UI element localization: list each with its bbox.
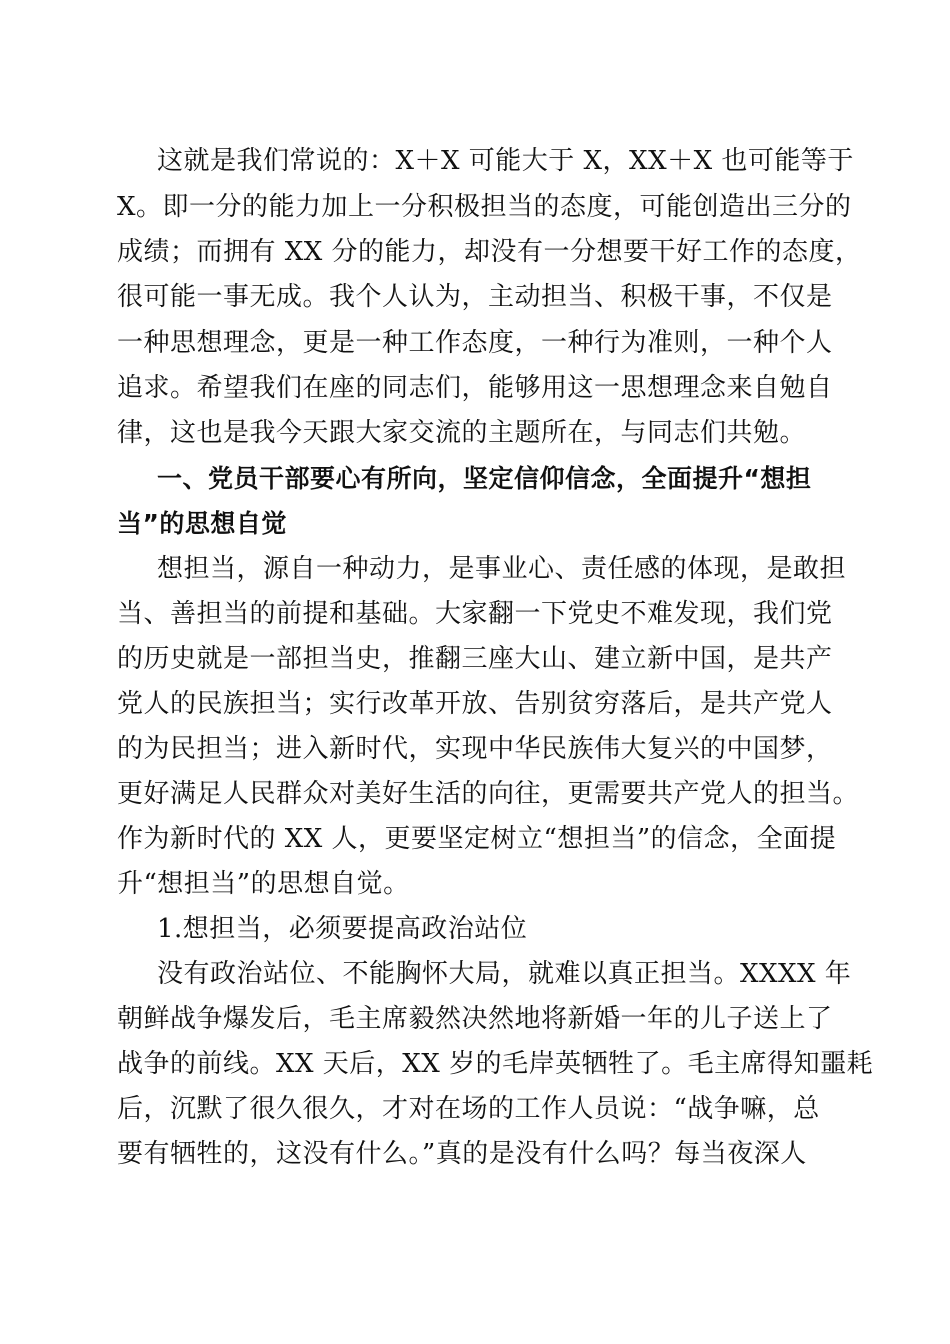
para1-line-5: 的为民担当；进入新时代，实现中华民族伟大复兴的中国梦， [117, 734, 833, 764]
para2-line-4: 后，沉默了很久很久，才对在场的工作人员说：“战争嘛，总 [117, 1094, 820, 1124]
para1-line-8: 升“想担当”的思想自觉。 [117, 869, 410, 899]
para2-line-1: 没有政治站位、不能胸怀大局，就难以真正担当。XXXX 年 [157, 959, 852, 989]
intro-line-5: 一种思想理念，更是一种工作态度，一种行为准则，一种个人 [117, 328, 833, 358]
intro-line-3: 成绩；而拥有 XX 分的能力，却没有一分想要干好工作的态度， [117, 237, 862, 267]
subheading-1: 1.想担当，必须要提高政治站位 [157, 914, 528, 944]
intro-line-6: 追求。希望我们在座的同志们，能够用这一思想理念来自勉自 [117, 373, 833, 403]
para1-line-2: 当、善担当的前提和基础。大家翻一下党史不难发现，我们党 [117, 599, 833, 629]
section-heading-line-2: 当”的思想自觉 [117, 509, 287, 538]
section-heading-line-1: 一、党员干部要心有所向，坚定信仰信念，全面提升“想担 [157, 464, 812, 493]
para1-line-6: 更好满足人民群众对美好生活的向往，更需要共产党人的担当。 [117, 779, 860, 809]
para2-line-2: 朝鲜战争爆发后，毛主席毅然决然地将新婚一年的儿子送上了 [117, 1004, 833, 1034]
intro-line-2: X。即一分的能力加上一分积极担当的态度，可能创造出三分的 [117, 192, 852, 222]
intro-line-7: 律，这也是我今天跟大家交流的主题所在，与同志们共勉。 [117, 418, 807, 448]
para2-line-5: 要有牺牲的，这没有什么。”真的是没有什么吗？每当夜深人 [117, 1139, 807, 1169]
para2-line-3: 战争的前线。XX 天后，XX 岁的毛岸英牺牲了。毛主席得知噩耗 [117, 1049, 874, 1079]
intro-line-1: 这就是我们常说的：X＋X 可能大于 X，XX＋X 也可能等于 [157, 146, 854, 176]
para1-line-7: 作为新时代的 XX 人，更要坚定树立“想担当”的信念，全面提 [117, 824, 837, 854]
para1-line-3: 的历史就是一部担当史，推翻三座大山、建立新中国，是共产 [117, 644, 833, 674]
para1-line-1: 想担当，源自一种动力，是事业心、责任感的体现，是敢担 [157, 554, 847, 584]
para1-line-4: 党人的民族担当；实行改革开放、告别贫穷落后，是共产党人 [117, 689, 833, 719]
intro-line-4: 很可能一事无成。我个人认为，主动担当、积极干事，不仅是 [117, 282, 833, 312]
